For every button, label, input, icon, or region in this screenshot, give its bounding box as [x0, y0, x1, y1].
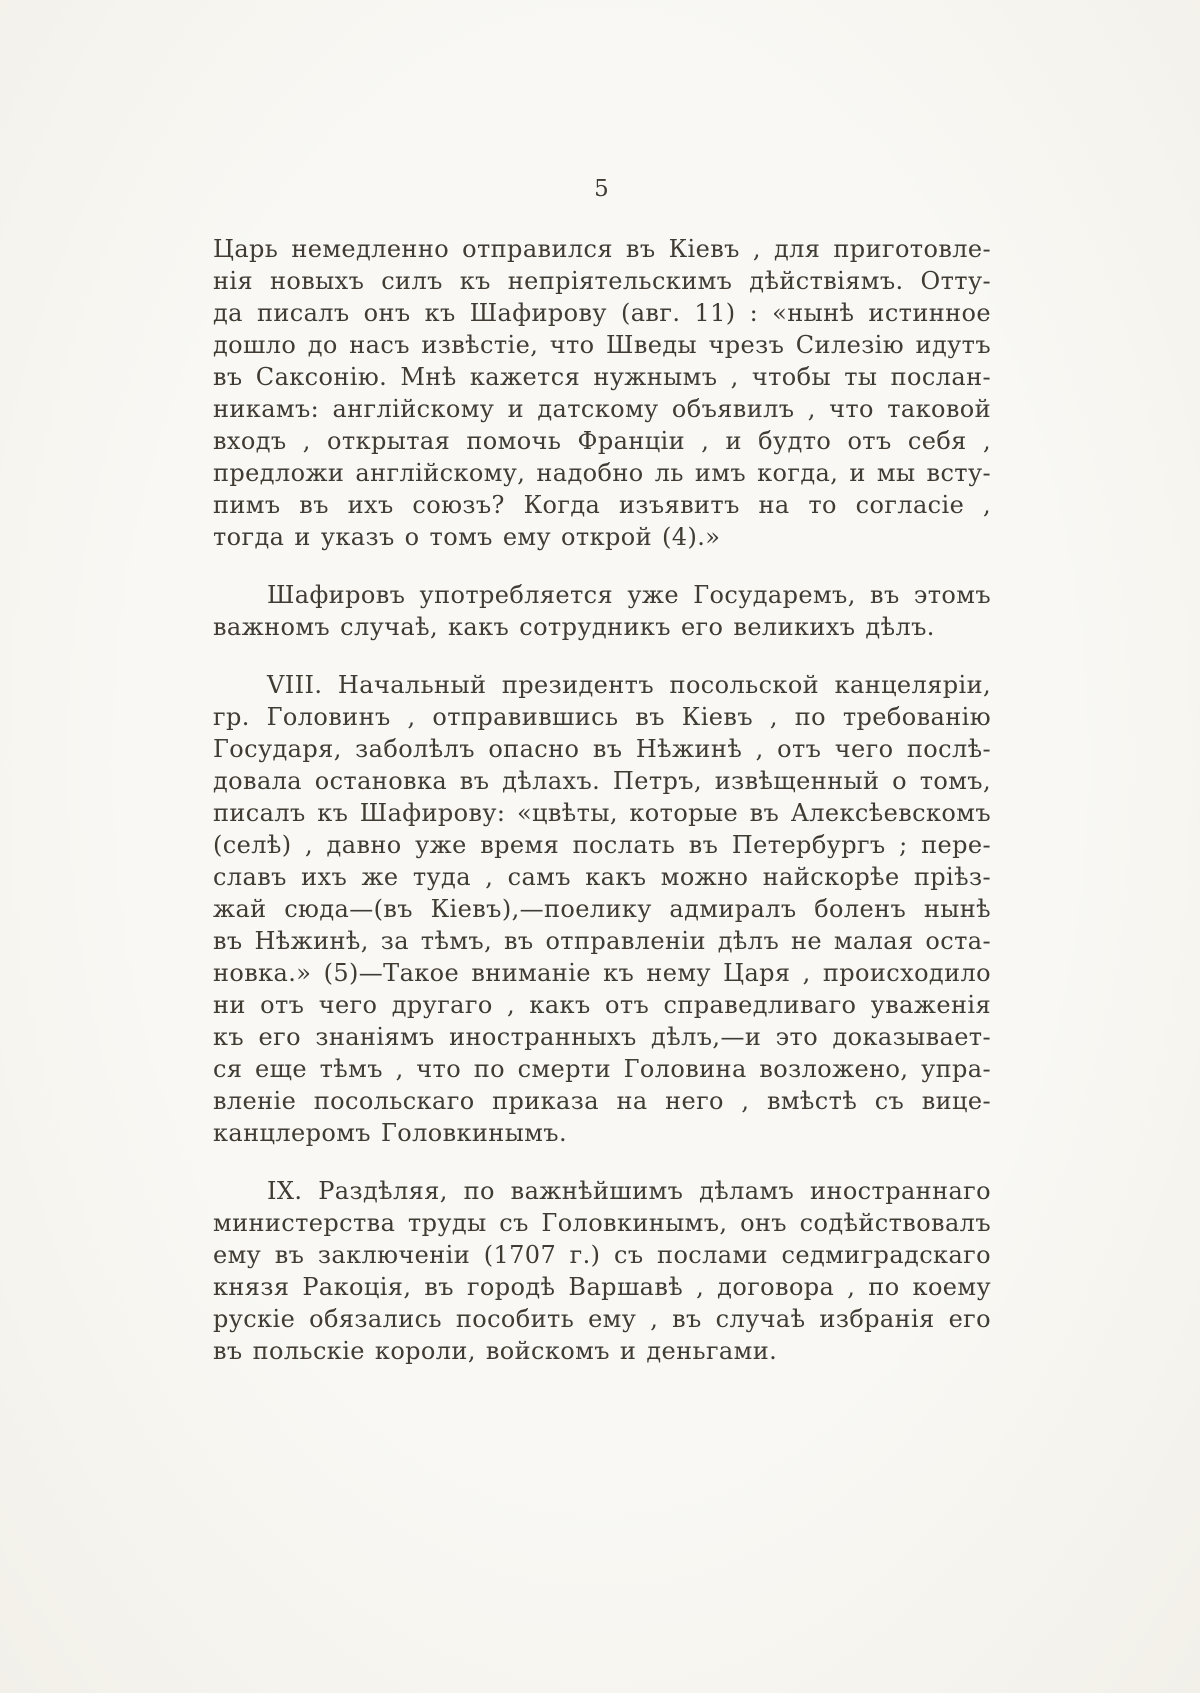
text-line: пимъ въ ихъ союзъ? Когда изъявитъ на то согласіе ,: [213, 491, 991, 519]
text-line: писалъ къ Шафирову: «цвѣты, которые въ Алексѣевскомъ: [213, 799, 991, 827]
paragraph: [213, 1175, 991, 1367]
text-line: тогда и указъ о томъ ему открой (4).»: [213, 523, 721, 551]
text-line: новка.» (5)—Такое вниманіе къ нему Царя , происходило: [213, 959, 991, 987]
paragraph: [213, 579, 991, 643]
text-line: къ его знаніямъ иностранныхъ дѣлъ,—и это доказывает-: [213, 1023, 991, 1051]
text-line: важномъ случаѣ, какъ сотрудникъ его великихъ дѣлъ.: [213, 613, 935, 641]
text-line: жай сюда—(въ Кіевъ),—поелику адмиралъ боленъ нынѣ: [213, 895, 991, 923]
text-line: предложи англійскому, надобно ль имъ когда, и мы всту-: [213, 459, 991, 487]
text-line: министерства труды съ Головкинымъ, онъ содѣйствовалъ: [213, 1209, 991, 1237]
text-line: въ польскіе короли, войскомъ и деньгами.: [213, 1337, 778, 1365]
text-line: славъ ихъ же туда , самъ какъ можно найскорѣе пріѣз-: [213, 863, 991, 891]
page-text: [213, 233, 991, 1367]
text-line: гр. Головинъ , отправившись въ Кіевъ , по требованію: [213, 703, 991, 731]
text-line: дошло до насъ извѣстіе, что Шведы чрезъ Силезію идутъ: [213, 331, 991, 359]
text-line: Шафировъ употребляется уже Государемъ, въ этомъ: [267, 581, 991, 609]
text-line: довала остановка въ дѣлахъ. Петръ, извѣщенный о томъ,: [213, 767, 991, 795]
text-line: въ Саксонію. Мнѣ кажется нужнымъ , чтобы ты послан-: [213, 363, 991, 391]
text-line: рускіе обязались пособить ему , въ случаѣ избранія его: [213, 1305, 991, 1333]
text-line: IX. Раздѣляя, по важнѣйшимъ дѣламъ иностраннаго: [267, 1177, 991, 1205]
text-line: Царь немедленно отправился въ Кіевъ , для приготовле-: [213, 235, 991, 263]
text-line: никамъ: англійскому и датскому объявилъ , что таковой: [213, 395, 991, 423]
text-line: канцлеромъ Головкинымъ.: [213, 1119, 567, 1147]
text-line: князя Ракоція, въ городѣ Варшавѣ , договора , по коему: [213, 1273, 991, 1301]
page-number: 5: [594, 176, 610, 202]
text-line: VIII. Начальный президентъ посольской канцеляріи,: [267, 671, 991, 699]
text-line: Государя, заболѣлъ опасно въ Нѣжинѣ , отъ чего послѣ-: [213, 735, 991, 763]
text-line: входъ , открытая помочь Франціи , и будто отъ себя ,: [213, 427, 991, 455]
text-line: (селѣ) , давно уже время послать въ Петербургъ ; пере-: [213, 831, 991, 859]
text-line: въ Нѣжинѣ, за тѣмъ, въ отправленіи дѣлъ не малая оста-: [213, 927, 991, 955]
text-line: ни отъ чего другаго , какъ отъ справедливаго уваженія: [213, 991, 991, 1019]
text-line: ся еще тѣмъ , что по смерти Головина возложено, упра-: [213, 1055, 991, 1083]
paragraph: [213, 233, 991, 553]
text-line: нія новыхъ силъ къ непріятельскимъ дѣйствіямъ. Отту-: [213, 267, 991, 295]
text-line: да писалъ онъ къ Шафирову (авг. 11) : «нынѣ истинное: [213, 299, 991, 327]
text-line: вленіе посольскаго приказа на него , вмѣстѣ съ вице-: [213, 1087, 991, 1115]
paragraph: [213, 669, 991, 1149]
text-line: ему въ заключеніи (1707 г.) съ послами седмиградскаго: [213, 1241, 991, 1269]
